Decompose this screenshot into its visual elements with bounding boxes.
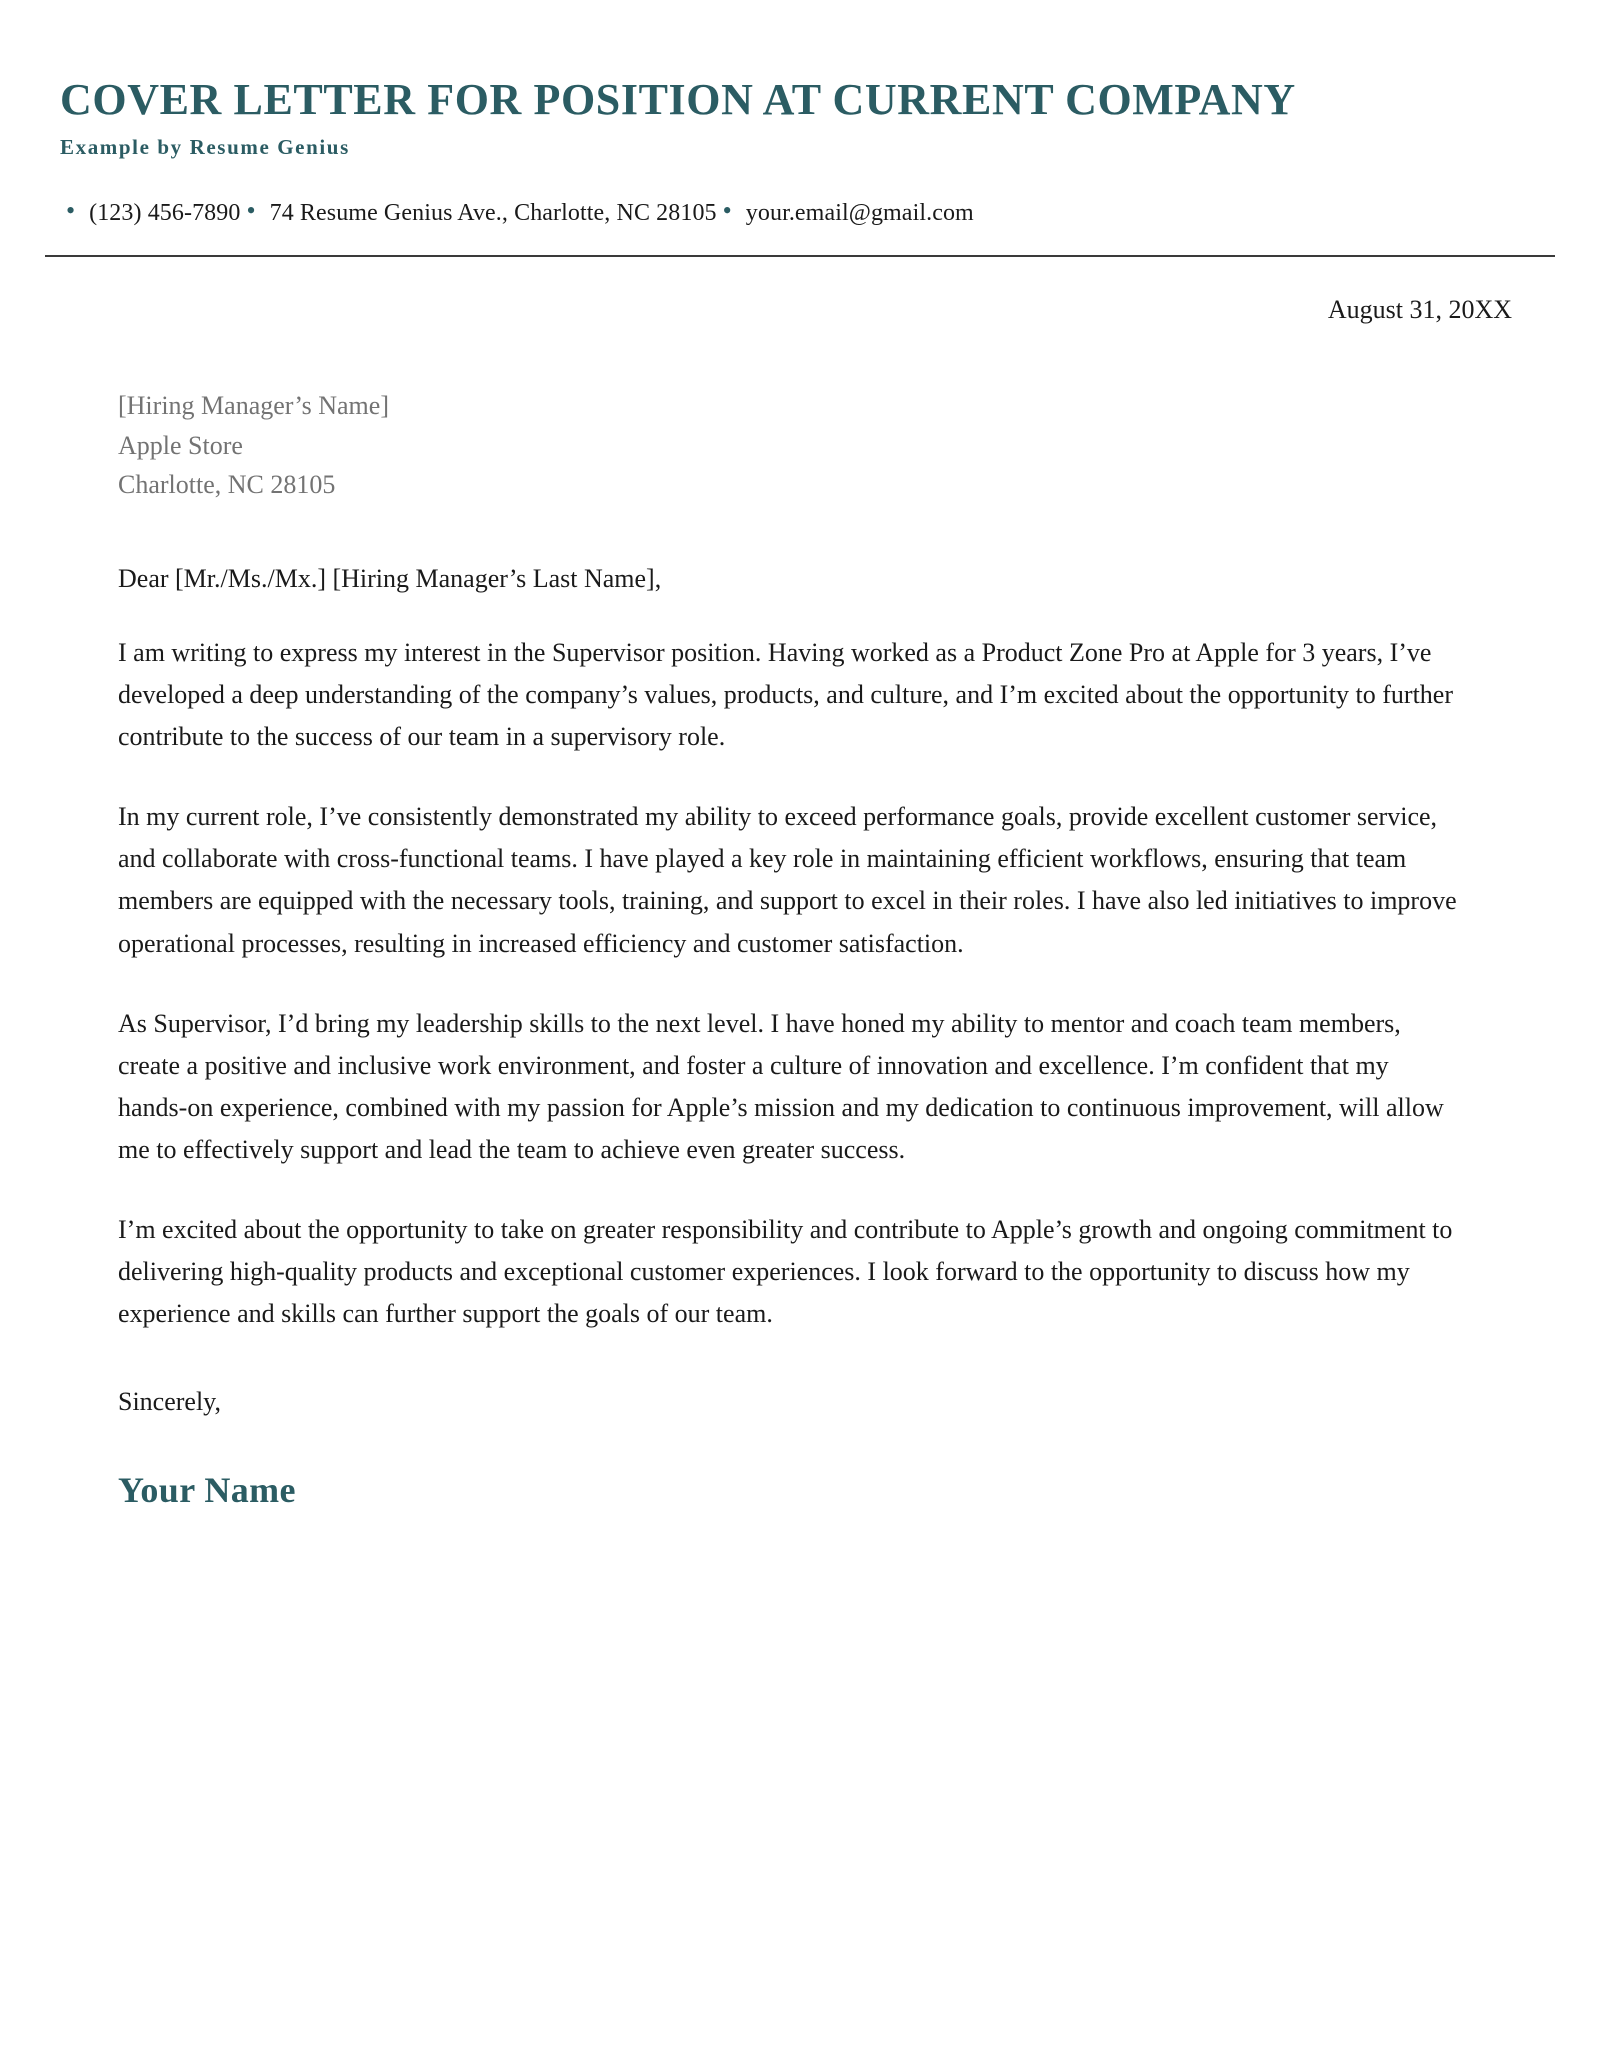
body-paragraph: As Supervisor, I’d bring my leadership skills to the next level. I have honed my ability to mentor and coach team members, create a positive and inclusive work environment, and foster a culture of innovation and excellence. I’m confident that my hands-on experience, combined with my passion for Apple’s mission and my dedication to continuous improvement, will allow me to effectively support and lead the team to achieve even greater success.	[118, 1008, 1444, 1165]
recipient-location: Charlotte, NC 28105	[118, 470, 336, 500]
contact-phone[interactable]: (123) 456-7890	[89, 199, 241, 226]
contact-info-line	[60, 196, 1540, 227]
signature-name: Your Name	[118, 1470, 296, 1511]
bullet-icon: •	[66, 196, 76, 226]
letter-paragraphs	[118, 632, 1458, 1336]
document-subtitle: Example by Resume Genius	[60, 134, 350, 159]
bullet-icon: •	[722, 196, 732, 226]
header-divider	[45, 255, 1555, 257]
closing-salutation: Sincerely,	[118, 1387, 221, 1417]
salutation: Dear [Mr./Ms./Mx.] [Hiring Manager’s Last Name],	[118, 563, 662, 593]
letter-date: August 31, 20XX	[1327, 294, 1512, 324]
contact-email[interactable]: your.email@gmail.com	[745, 199, 974, 226]
recipient-name: [Hiring Manager’s Name]	[118, 390, 389, 420]
contact-address: 74 Resume Genius Ave., Charlotte, NC 28105	[269, 199, 717, 226]
body-paragraph: In my current role, I’ve consistently demonstrated my ability to exceed performance goals, provide excellent customer service, and collaborate with cross-functional teams. I have played a key role in maintaining efficient workflows, ensuring that team members are equipped with the necessary tools, training, and support to excel in their roles. I have also led initiatives to improve operational processes, resulting in increased efficiency and customer satisfaction.	[118, 802, 1457, 958]
letter-body	[0, 295, 1600, 1512]
body-paragraph: I am writing to express my interest in the Supervisor position. Having worked as a Product Zone Pro at Apple for 3 years, I’ve developed a deep understanding of the company’s values, products, and culture, and I’m excited about the opportunity to further contribute to the success of our team in a supervisory role.	[118, 637, 1453, 752]
recipient-address-block	[118, 387, 1540, 504]
letter-header	[0, 0, 1600, 227]
page-title: COVER LETTER FOR POSITION AT CURRENT COMPANY	[60, 75, 1296, 124]
body-paragraph: I’m excited about the opportunity to take on greater responsibility and contribute to Apple’s growth and ongoing commitment to delivering high-quality products and exceptional customer experiences. I look forward to the opportunity to discuss how my experience and skills can further support the goals of our team.	[118, 1215, 1453, 1329]
bullet-icon: •	[246, 196, 256, 226]
recipient-company: Apple Store	[118, 430, 243, 460]
